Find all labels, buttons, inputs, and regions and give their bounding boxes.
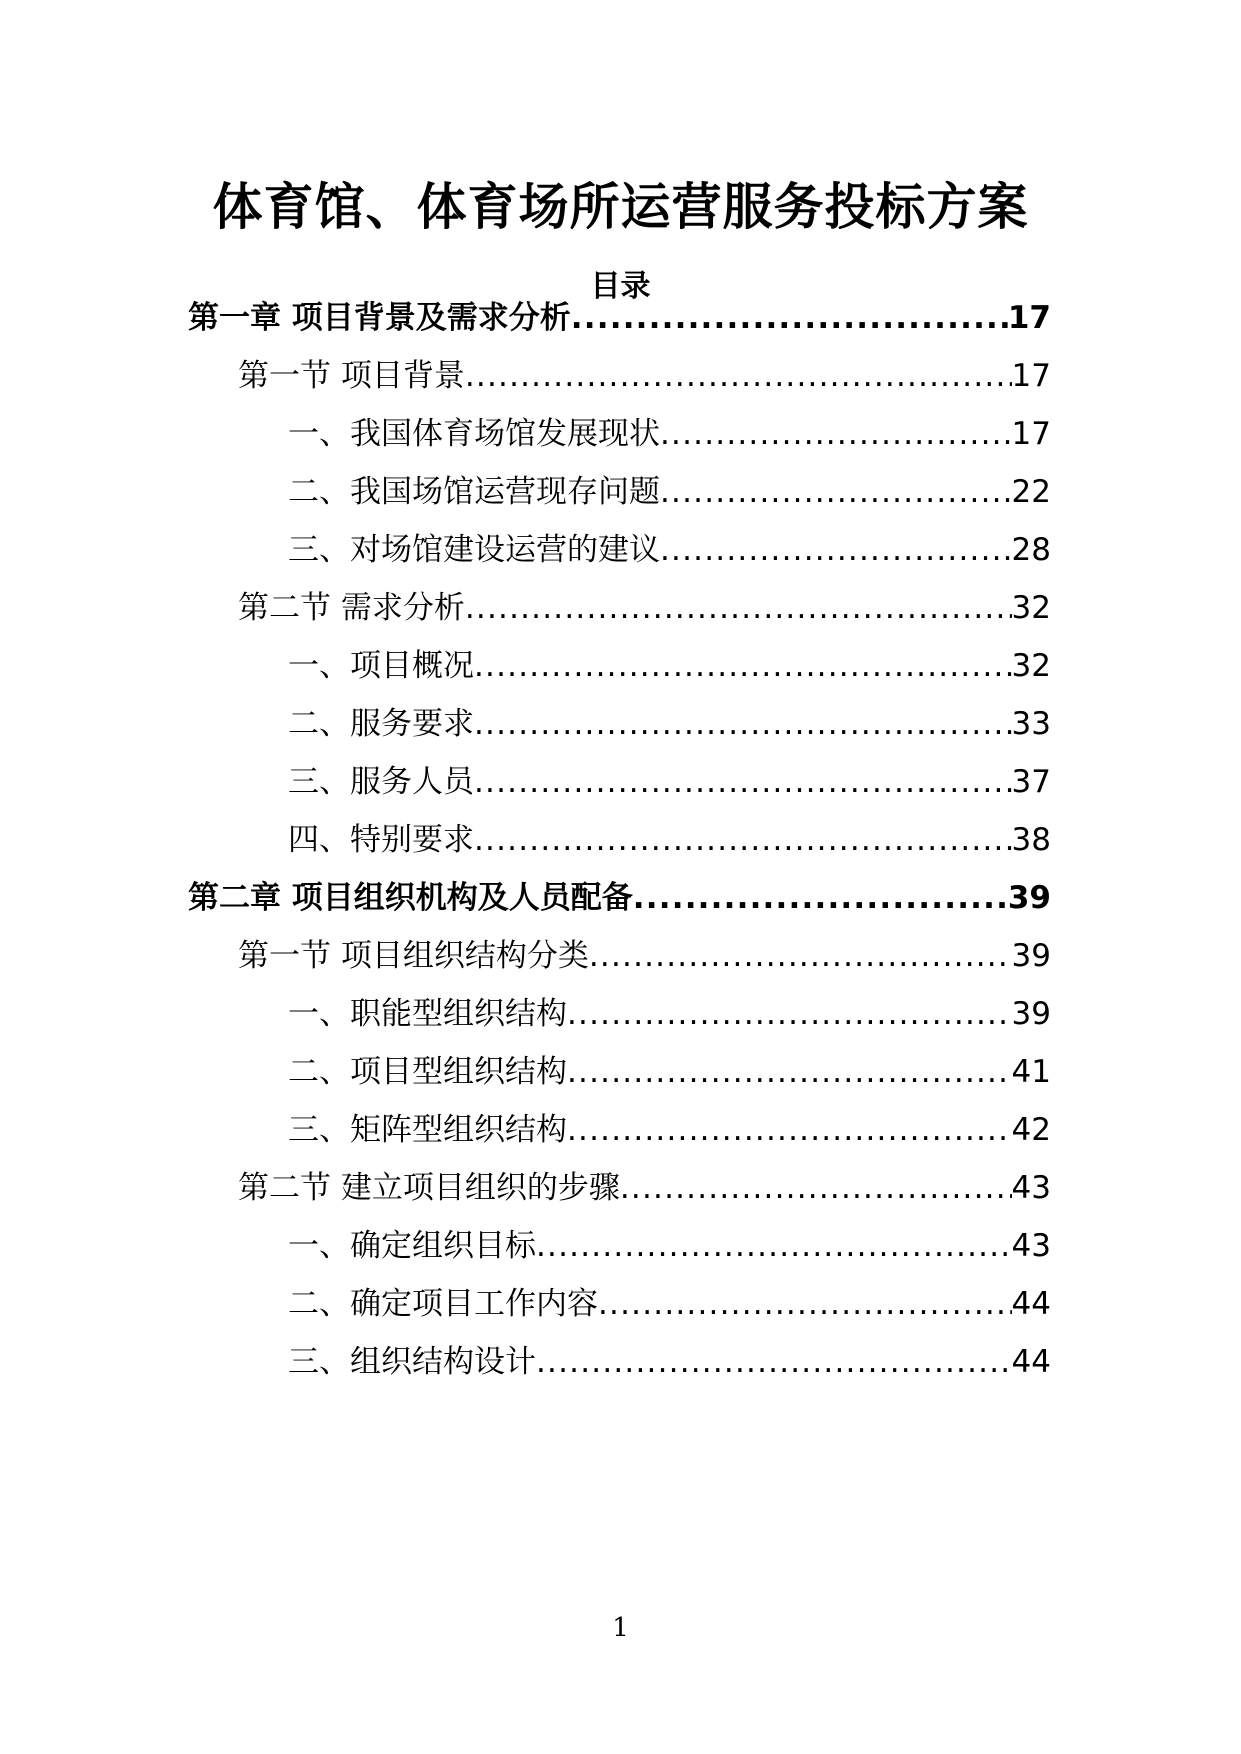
toc-dot-leader (571, 296, 1008, 340)
toc-entry-item[interactable] (288, 992, 1051, 1036)
toc-entry-title: 一、项目概况 (288, 648, 474, 684)
toc-entry-title: 一、我国体育场馆发展现状 (288, 416, 660, 452)
toc-entry-chapter-2[interactable] (188, 876, 1051, 920)
toc-dot-leader (598, 1282, 1012, 1326)
toc-dot-leader (589, 934, 1012, 978)
toc-entry-item[interactable] (288, 818, 1051, 862)
toc-entry-page: 42 (1011, 1112, 1051, 1148)
toc-dot-leader (567, 1050, 1012, 1094)
toc-entry-title: 四、特别要求 (288, 822, 474, 858)
toc-dot-leader (474, 702, 1012, 746)
toc-entry-section-2-1[interactable] (238, 934, 1051, 978)
toc-entry-item[interactable] (288, 1224, 1051, 1268)
toc-dot-leader (567, 992, 1012, 1036)
toc-entry-item[interactable] (288, 1340, 1051, 1384)
toc-entry-title: 二、我国场馆运营现存问题 (288, 474, 660, 510)
toc-entry-title: 三、服务人员 (288, 764, 474, 800)
toc-entry-page: 41 (1011, 1054, 1051, 1090)
toc-entry-chapter-1[interactable] (188, 296, 1051, 340)
toc-dot-leader (660, 412, 1012, 456)
toc-entry-page: 17 (1011, 358, 1051, 394)
document-title: 体育馆、体育场所运营服务投标方案 (212, 178, 1029, 236)
toc-entry-item[interactable] (288, 1282, 1051, 1326)
toc-entry-title: 一、职能型组织结构 (288, 996, 567, 1032)
toc-dot-leader (660, 528, 1012, 572)
toc-dot-leader (660, 470, 1012, 514)
toc-entry-section-1-1[interactable] (238, 354, 1051, 398)
toc-entry-item[interactable] (288, 1108, 1051, 1152)
toc-dot-leader (536, 1224, 1012, 1268)
toc-entry-title: 第一节 项目背景 (238, 358, 465, 394)
toc-entry-page: 39 (1007, 880, 1051, 916)
toc-entry-item[interactable] (288, 528, 1051, 572)
toc-dot-leader (633, 876, 1008, 920)
toc-dot-leader (567, 1108, 1012, 1152)
toc-entry-page: 38 (1011, 822, 1051, 858)
toc-entry-section-2-2[interactable] (238, 1166, 1051, 1210)
toc-entry-page: 32 (1011, 648, 1051, 684)
toc-entry-page: 44 (1011, 1286, 1051, 1322)
toc-entry-title: 二、服务要求 (288, 706, 474, 742)
toc-dot-leader (474, 760, 1012, 804)
toc-entry-item[interactable] (288, 760, 1051, 804)
toc-entry-title: 三、矩阵型组织结构 (288, 1112, 567, 1148)
toc-entry-title: 一、确定组织目标 (288, 1228, 536, 1264)
toc-entry-page: 17 (1007, 300, 1051, 336)
toc-entry-page: 43 (1011, 1170, 1051, 1206)
toc-entry-page: 28 (1011, 532, 1051, 568)
toc-entry-item[interactable] (288, 412, 1051, 456)
toc-entry-title: 三、对场馆建设运营的建议 (288, 532, 660, 568)
toc-entry-item[interactable] (288, 702, 1051, 746)
toc-entry-section-1-2[interactable] (238, 586, 1051, 630)
toc-entry-title: 第二节 需求分析 (238, 590, 465, 626)
toc-dot-leader (465, 354, 1012, 398)
toc-entry-page: 33 (1011, 706, 1051, 742)
toc-entry-title: 第二节 建立项目组织的步骤 (238, 1170, 620, 1206)
toc-entry-page: 39 (1011, 996, 1051, 1032)
toc-dot-leader (620, 1166, 1012, 1210)
toc-entry-page: 39 (1011, 938, 1051, 974)
toc-heading: 目录 (590, 269, 651, 304)
toc-entry-title: 二、项目型组织结构 (288, 1054, 567, 1090)
toc-dot-leader (474, 818, 1012, 862)
toc-entry-title: 三、组织结构设计 (288, 1344, 536, 1380)
toc-entry-title: 第一章 项目背景及需求分析 (188, 300, 571, 336)
toc-entry-page: 32 (1011, 590, 1051, 626)
toc-entry-item[interactable] (288, 1050, 1051, 1094)
toc-entry-page: 22 (1011, 474, 1051, 510)
page-number: 1 (612, 1613, 629, 1643)
toc-dot-leader (474, 644, 1012, 688)
toc-dot-leader (536, 1340, 1012, 1384)
toc-dot-leader (465, 586, 1012, 630)
toc-entry-page: 37 (1011, 764, 1051, 800)
toc-entry-title: 第一节 项目组织结构分类 (238, 938, 589, 974)
toc-entry-page: 44 (1011, 1344, 1051, 1380)
toc-entry-item[interactable] (288, 644, 1051, 688)
toc-entry-title: 二、确定项目工作内容 (288, 1286, 598, 1322)
toc-entry-page: 17 (1011, 416, 1051, 452)
toc-entry-item[interactable] (288, 470, 1051, 514)
toc-entry-page: 43 (1011, 1228, 1051, 1264)
toc-entry-title: 第二章 项目组织机构及人员配备 (188, 880, 633, 916)
